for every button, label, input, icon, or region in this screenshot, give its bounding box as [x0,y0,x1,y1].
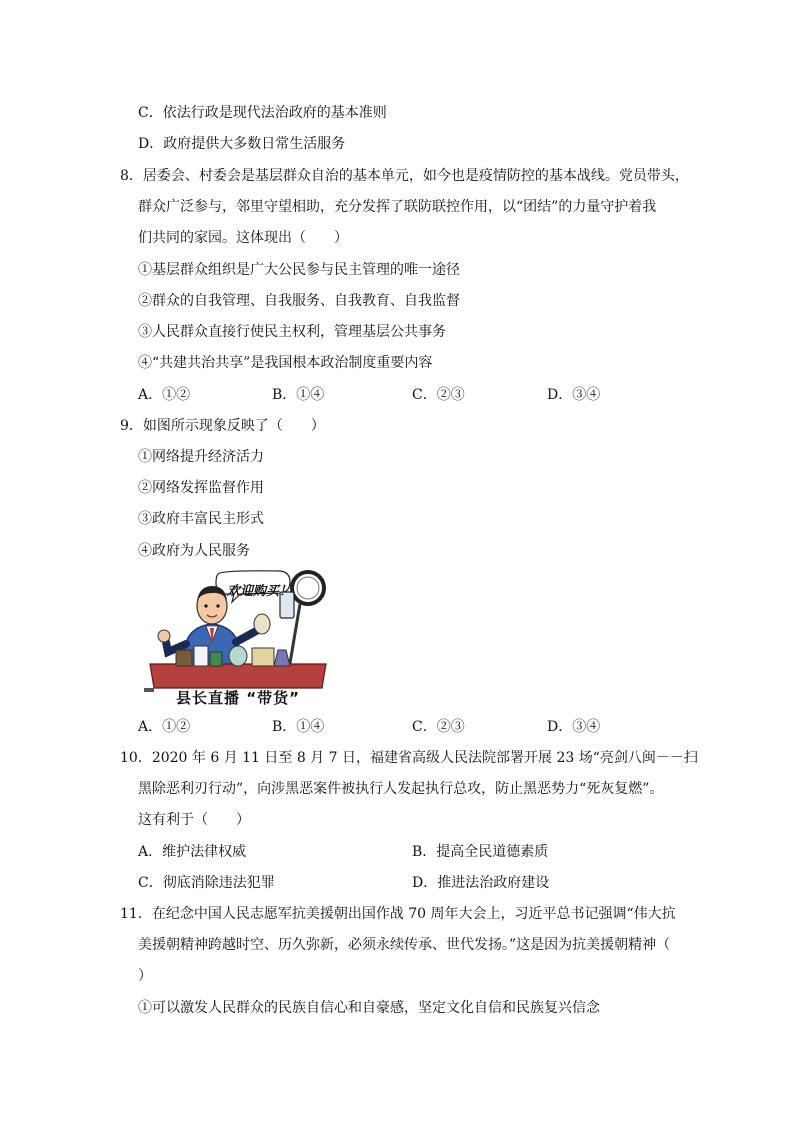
q8-item-3: ③人民群众直接行使民主权利，管理基层公共事务 [138,324,446,340]
q9-choice-d: D．③④ [547,719,601,735]
q8-choice-b: B．①④ [272,387,325,403]
q9-item-4: ④政府为人民服务 [138,543,250,559]
q11-stem-line-3: ） [138,968,152,984]
q7-option-d: D．政府提供大多数日常生活服务 [138,136,346,152]
q9-choice-c: C．②③ [412,719,465,735]
q7-option-c: C．依法行政是现代法治政府的基本准则 [138,105,387,121]
q11-stem-line-2: 美援朝精神跨越时空、历久弥新，必须永续传承、世代发扬。”这是因为抗美援朝精神（ [138,937,671,953]
q10-choice-a: A．维护法律权威 [138,844,247,860]
speech-bubble-text: 欢迎购买！ [227,584,293,599]
q10-stem-line-3: 这有利于（ ） [138,812,250,828]
q10-choice-b: B．提高全民道德素质 [412,844,549,860]
q8-item-4: ④“共建共治共享”是我国根本政治制度重要内容 [138,355,433,371]
q9-item-1: ①网络提升经济活力 [138,449,264,465]
q10-stem-line-1: 10．2020 年 6 月 11 日至 8 月 7 日，福建省高级人民法院部署开展 23 场“亮剑八闽－－扫 [120,750,698,766]
q8-stem-line-3: 们共同的家园。这体现出（ ） [138,230,348,246]
q8-stem-line-1: 8．居委会、村委会是基层群众自治的基本单元，如今也是疫情防控的基本战线。党员带头， [120,168,689,184]
q8-item-2: ②群众的自我管理、自我服务、自我教育、自我监督 [138,293,460,309]
q11-stem-line-1: 11．在纪念中国人民志愿军抗美援朝出国作战 70 周年大会上，习近平总书记强调“伟大抗 [120,906,676,922]
q8-item-1: ①基层群众组织是广大公民参与民主管理的唯一途径 [138,262,460,278]
q10-stem-line-2: 黑除恶利刃行动”，向涉黑恶案件被执行人发起执行总攻，防止黑恶势力“死灰复燃”。 [138,781,664,797]
q9-item-3: ③政府丰富民主形式 [138,511,264,527]
q9-item-2: ②网络发挥监督作用 [138,480,264,496]
q8-choice-c: C．②③ [412,387,465,403]
q9-choice-a: A．①② [138,719,191,735]
q8-stem-line-2: 群众广泛参与，邻里守望相助，充分发挥了联防联控作用，以“团结”的力量守护着我 [138,199,657,215]
q11-item-1: ①可以激发人民群众的民族自信心和自豪感，坚定文化自信和民族复兴信念 [138,1000,600,1016]
q8-choice-a: A．①② [138,387,191,403]
cartoon-caption: 县长直播 “带货” [176,689,300,707]
q8-choice-d: D．③④ [547,387,601,403]
q10-choice-d: D．推进法治政府建设 [412,875,550,891]
q10-choice-c: C．彻底消除违法犯罪 [138,875,275,891]
q9-stem: 9．如图所示现象反映了（ ） [120,418,325,434]
q9-choice-b: B．①④ [272,719,325,735]
